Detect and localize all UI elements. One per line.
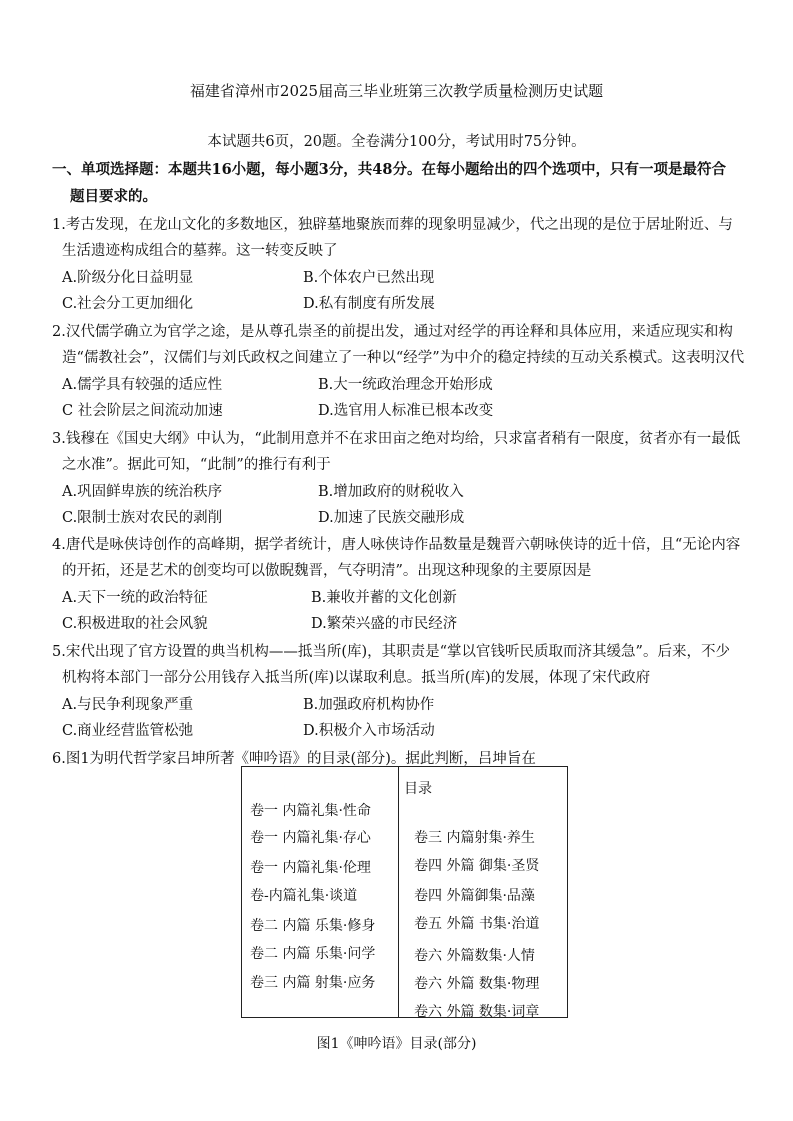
toc-left-entry: 卷一 内篇礼集·性命 [250, 803, 371, 819]
q3-option-a[interactable]: A.巩固鲜卑族的统治秩序 [62, 484, 223, 500]
page-title: 福建省漳州市2025届高三毕业班第三次教学质量检测历史试题 [189, 82, 604, 100]
figure-caption: 图1《呻吟语》目录(部分) [316, 1036, 477, 1052]
section-heading: 一、单项选择题：本题共16小题，每小题3分，共48分。在每小题给出的四个选项中，只有一项是最符合 [52, 161, 726, 178]
q2-option-b[interactable]: B.大一统政治理念开始形成 [318, 377, 493, 393]
q2-option-a[interactable]: A.儒学具有较强的适应性 [62, 377, 223, 393]
q5-option-b[interactable]: B.加强政府机构协作 [303, 697, 435, 713]
toc-right-entry: 卷三 内篇射集·养生 [414, 830, 535, 846]
q3-option-d[interactable]: D.加速了民族交融形成 [318, 510, 465, 526]
q3-option-b[interactable]: B.增加政府的财税收入 [318, 484, 464, 500]
q4-option-a[interactable]: A.天下一统的政治特征 [62, 590, 208, 606]
question-1-text-cont: 生活遗迹构成组合的墓葬。这一转变反映了 [62, 243, 338, 259]
question-2-text: 2.汉代儒学确立为官学之途，是从尊孔崇圣的前提出发，通过对经学的再诠释和具体应用，来适应现实和构 [52, 324, 733, 340]
toc-right-entry: 卷六 外篇数集·人情 [414, 948, 535, 964]
question-1-text: 1.考古发现，在龙山文化的多数地区，独辟墓地聚族而葬的现象明显减少，代之出现的是位于居址附近、与 [52, 217, 733, 233]
question-3-text: 3.钱穆在《国史大纲》中认为，“此制用意并不在求田亩之绝对均给，只求富者稍有一限度，贫者亦有一最低 [52, 431, 741, 447]
question-4-text-cont: 的开拓，还是艺术的创变均可以傲睨魏晋，气夺明清”。出现这种现象的主要原因是 [62, 563, 592, 579]
toc-right-entry: 卷六 外篇 数集·词章 [414, 1004, 540, 1020]
toc-left-entry: 卷-内篇礼集·谈道 [250, 888, 358, 904]
section-heading-cont: 题目要求的。 [70, 188, 157, 205]
question-3-text-cont: 之水准”。据此可知，“此制”的推行有利于 [62, 457, 331, 473]
q4-option-c[interactable]: C.积极进取的社会风貌 [62, 616, 208, 632]
question-2-text-cont: 造“儒教社会”，汉儒们与刘氏政权之间建立了一种以“经学”为中介的稳定持续的互动关系模式。这表明汉代 [62, 350, 745, 366]
question-4-text: 4.唐代是咏侠诗创作的高峰期，据学者统计，唐人咏侠诗作品数量是魏晋六朝咏侠诗的近十倍，且“无论内容 [52, 537, 741, 553]
q5-option-c[interactable]: C.商业经营监管松弛 [62, 723, 194, 739]
exam-note: 本试题共6页，20题。全卷满分100分，考试用时75分钟。 [207, 134, 586, 150]
q2-option-c[interactable]: C 社会阶层之间流动加速 [62, 403, 223, 419]
toc-right-entry: 卷四 外篇 御集·圣贤 [414, 858, 540, 874]
question-6-text: 6.图1为明代哲学家吕坤所著《呻吟语》的目录(部分)。据此判断，吕坤旨在 [52, 751, 536, 767]
q1-option-b[interactable]: B.个体农户已然出现 [303, 270, 435, 286]
q1-option-a[interactable]: A.阶级分化日益明显 [62, 270, 194, 286]
toc-figure [241, 766, 568, 1018]
question-5-text-cont: 机构将本部门一部分公用钱存入抵当所(库)以谋取利息。抵当所(库)的发展，体现了宋代政府 [62, 670, 651, 686]
q4-option-d[interactable]: D.繁荣兴盛的市民经济 [311, 616, 458, 632]
q2-option-d[interactable]: D.选官用人标准已根本改变 [318, 403, 494, 419]
toc-left-entry: 卷一 内篇礼集·存心 [250, 830, 371, 846]
q1-option-c[interactable]: C.社会分工更加细化 [62, 296, 194, 312]
toc-left-entry: 卷一 内篇礼集·伦理 [250, 860, 371, 876]
toc-right-entry: 卷六 外篇 数集·物理 [414, 976, 540, 992]
toc-left-entry: 卷二 内篇 乐集·问学 [250, 946, 376, 962]
q1-option-d[interactable]: D.私有制度有所发展 [303, 296, 435, 312]
question-5-text: 5.宋代出现了官方设置的典当机构——抵当所(库)，其职责是“掌以官钱听民质取而济其缓急”。后来，不少 [52, 644, 730, 660]
toc-right-entry: 卷五 外篇 书集·治道 [414, 916, 540, 932]
toc-right-entry: 卷四 外篇御集·品藻 [414, 888, 535, 904]
toc-divider [398, 767, 399, 1017]
toc-heading: 目录 [404, 781, 432, 797]
q3-option-c[interactable]: C.限制士族对农民的剥削 [62, 510, 223, 526]
q5-option-a[interactable]: A.与民争利现象严重 [62, 697, 194, 713]
toc-left-entry: 卷二 内篇 乐集·修身 [250, 918, 376, 934]
q4-option-b[interactable]: B.兼收并蓄的文化创新 [311, 590, 457, 606]
q5-option-d[interactable]: D.积极介入市场活动 [303, 723, 435, 739]
toc-left-entry: 卷三 内篇 射集·应务 [250, 975, 376, 991]
